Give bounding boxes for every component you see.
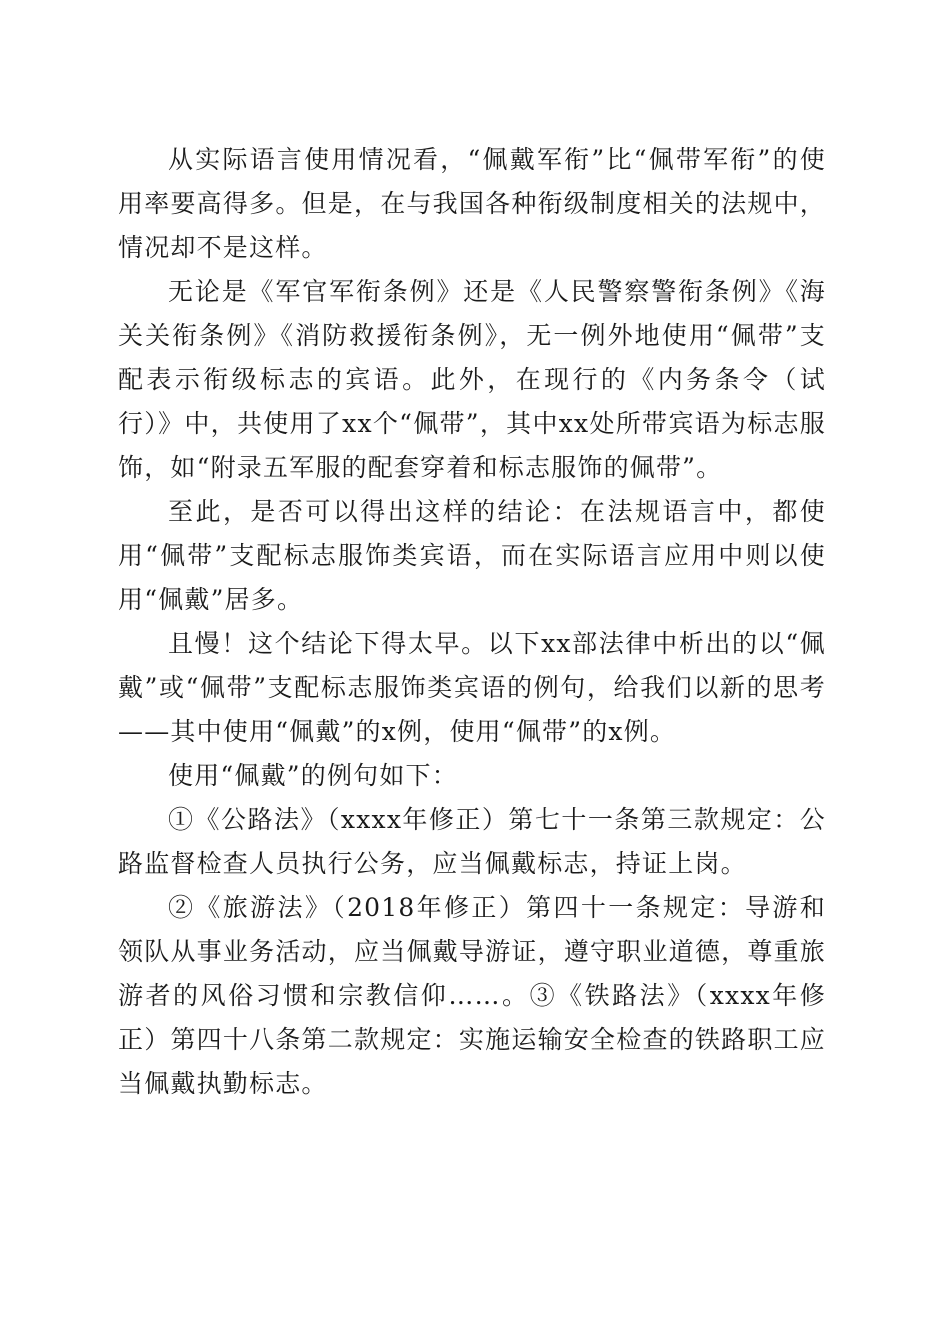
paragraph-usage-frequency: 从实际语言使用情况看，“佩戴军衔”比“佩带军衔”的使用率要高得多。但是，在与我国各种衔级制度相关的法规中，情况却不是这样。 [118, 145, 826, 262]
paragraph-new-thinking: 且慢！这个结论下得太早。以下xx部法律中析出的以“佩戴”或“佩带”支配标志服饰类宾语的例句，给我们以新的思考——其中使用“佩戴”的x例，使用“佩带”的x例。 [118, 629, 826, 746]
paragraph-example-tourism-railway-law: ②《旅游法》（2018年修正）第四十一条规定：导游和领队从事业务活动，应当佩戴导游证，遵守职业道德，尊重旅游者的风俗习惯和宗教信仰……。③《铁路法》（xxxx年修正）第四十八条第二款规定：实施运输安全检查的铁路职工应当佩戴执勤标志。 [118, 893, 826, 1098]
paragraph-regulations: 无论是《军官军衔条例》还是《人民警察警衔条例》《海关关衔条例》《消防救援衔条例》，无一例外地使用“佩带”支配表示衔级标志的宾语。此外，在现行的《内务条令（试行）》中，共使用了xx个“佩带”，其中xx处所带宾语为标志服饰，如“附录五军服的配套穿着和标志服饰的佩带”。 [118, 277, 826, 482]
paragraph-tentative-conclusion: 至此，是否可以得出这样的结论：在法规语言中，都使用“佩带”支配标志服饰类宾语，而在实际语言应用中则以使用“佩戴”居多。 [118, 497, 826, 614]
paragraph-examples-intro: 使用“佩戴”的例句如下： [168, 761, 458, 790]
paragraph-example-highway-law: ①《公路法》（xxxx年修正）第七十一条第三款规定：公路监督检查人员执行公务，应当佩戴标志，持证上岗。 [118, 805, 826, 878]
document-body [118, 138, 826, 1106]
